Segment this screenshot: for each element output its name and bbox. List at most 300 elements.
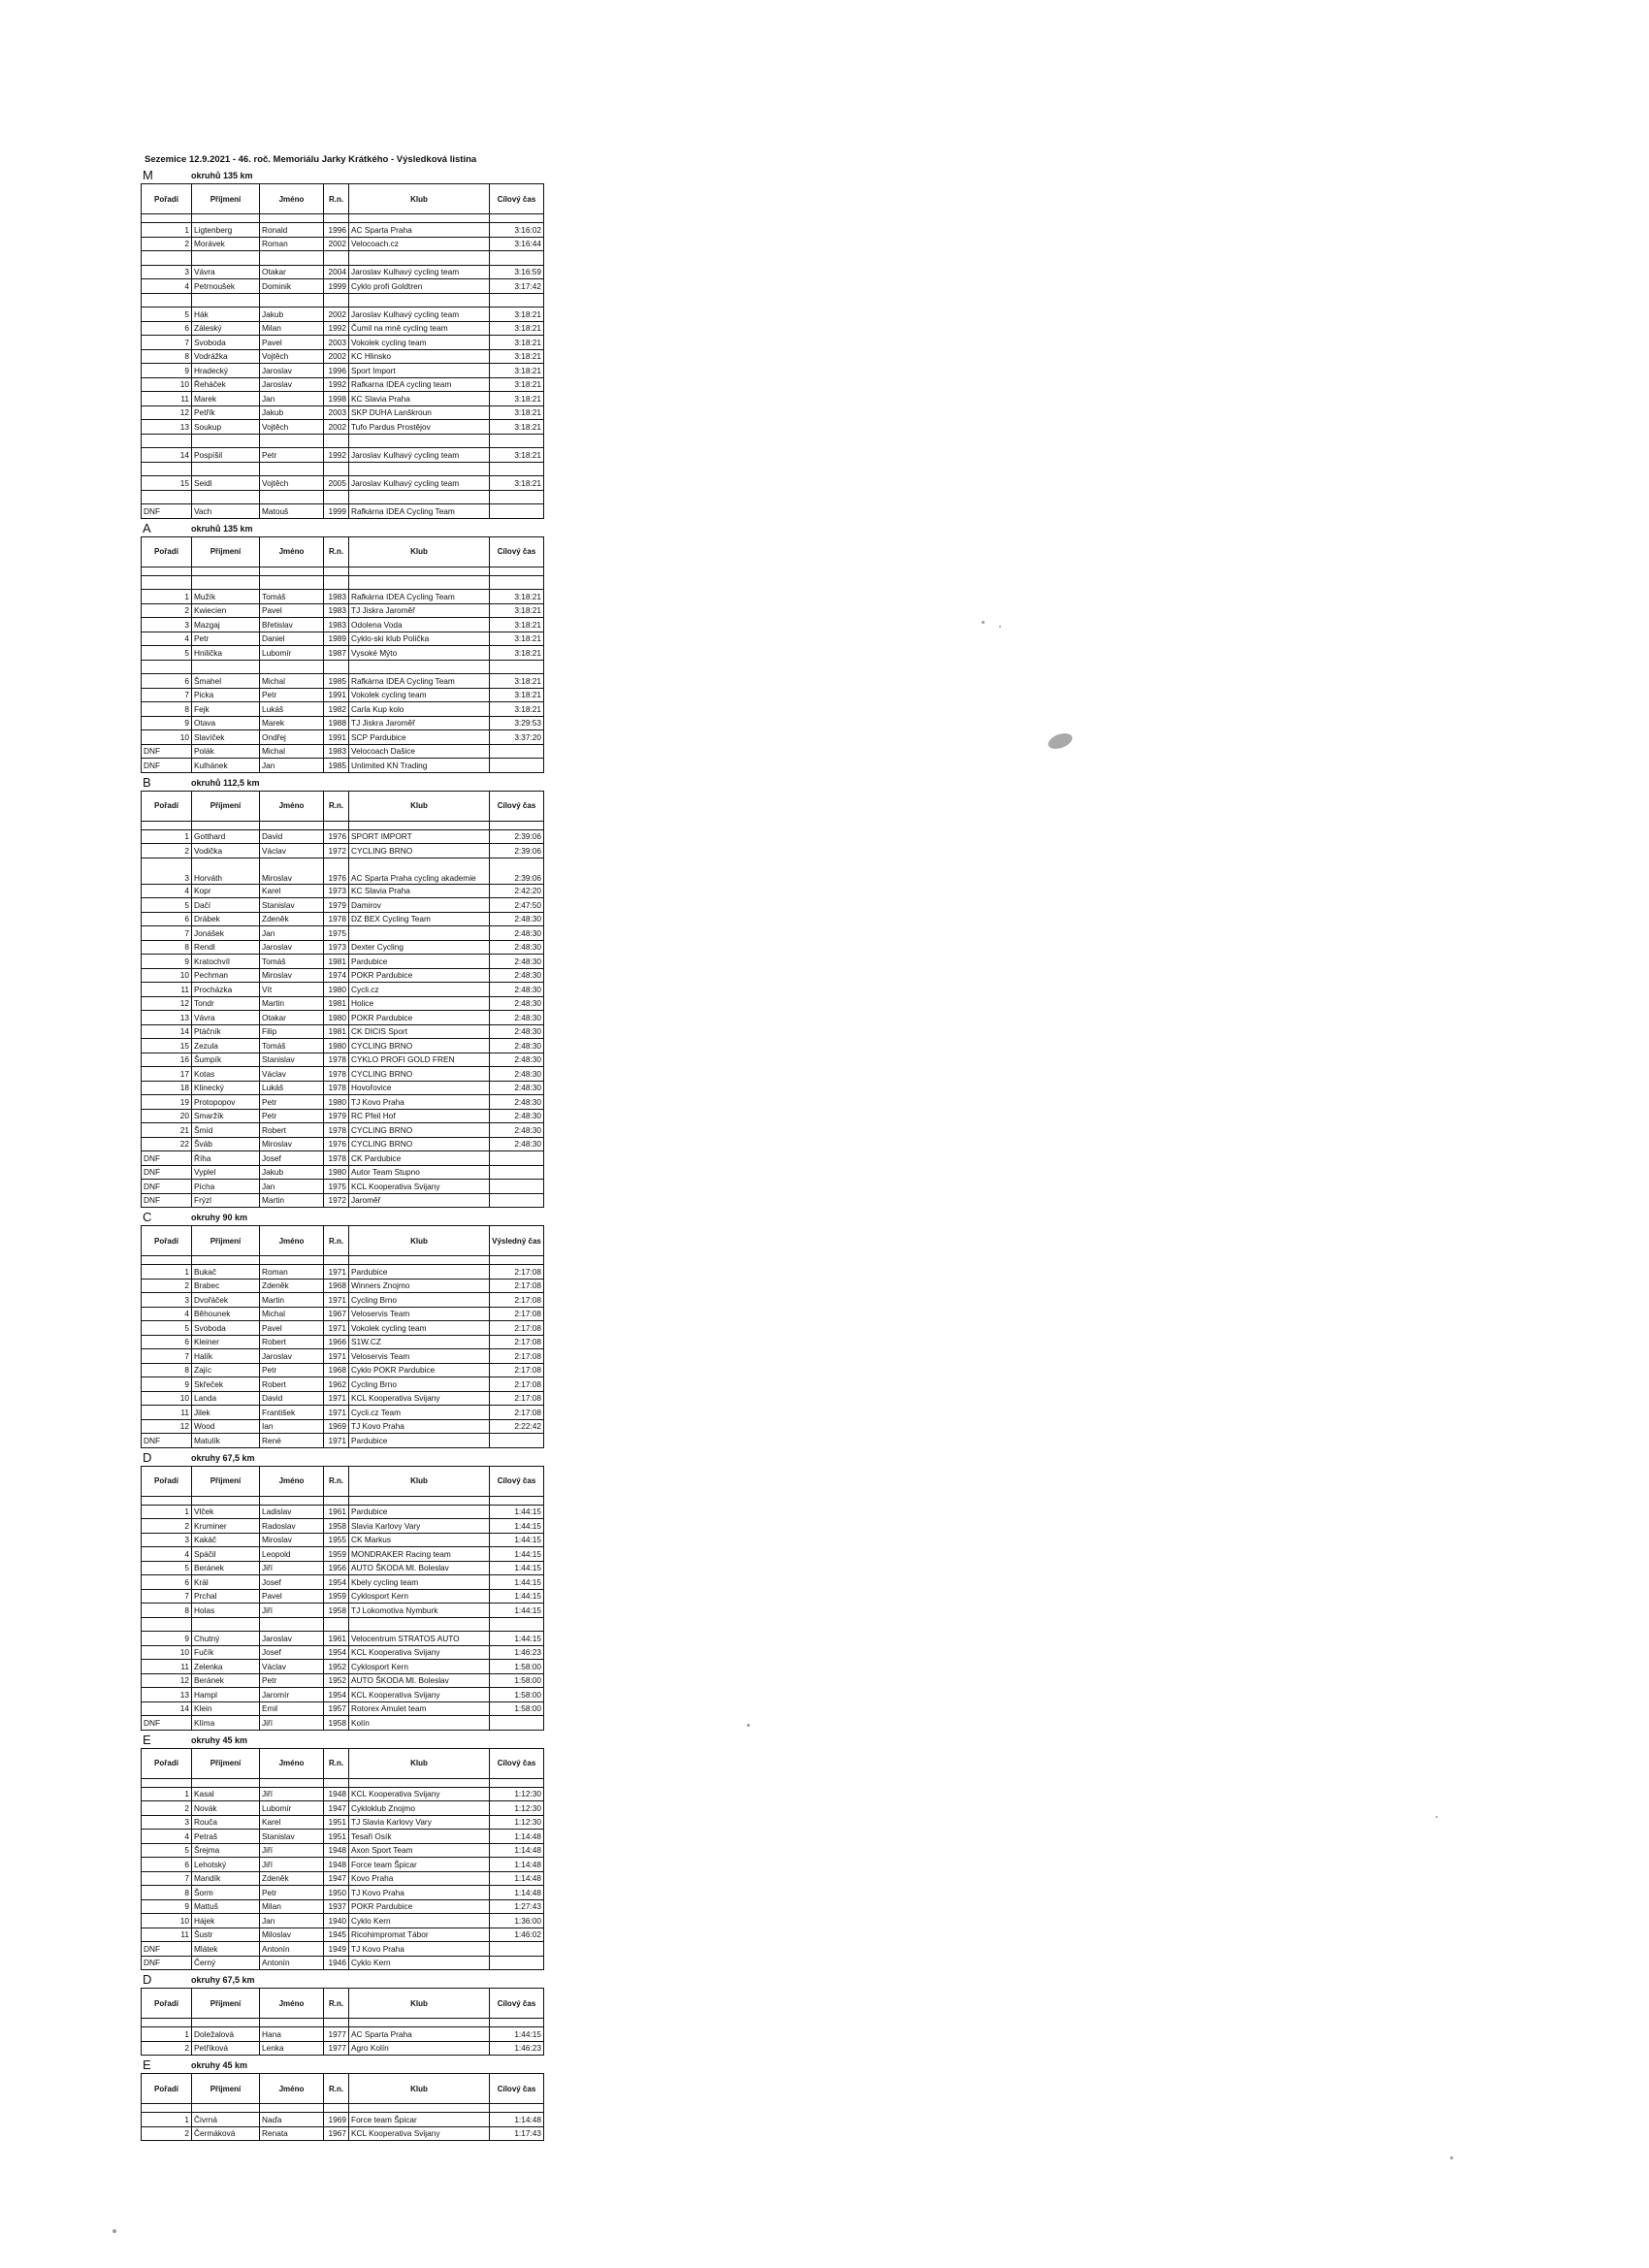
club-cell: Vokolek cycling team <box>349 336 490 350</box>
club-cell: CYCLING BRNO <box>349 1039 490 1053</box>
position-cell: 10 <box>142 730 192 745</box>
first-name-cell: Jakub <box>260 405 324 420</box>
birth-year-cell <box>324 660 349 674</box>
category-distance: okruhy 67,5 km <box>191 1452 255 1463</box>
time-cell <box>490 1942 544 1957</box>
birth-year-cell: 1972 <box>324 844 349 859</box>
table-row <box>142 293 544 308</box>
birth-year-cell: 2003 <box>324 405 349 420</box>
birth-year-cell: 1976 <box>324 858 349 884</box>
first-name-cell: Milan <box>260 321 324 336</box>
column-header-time: Cílový čas <box>490 184 544 214</box>
time-cell: 1:46:23 <box>490 2041 544 2056</box>
club-cell: TJ Lokomotiva Nymburk <box>349 1604 490 1618</box>
surname-cell: Petraš <box>192 1830 260 1844</box>
birth-year-cell: 1945 <box>324 1928 349 1942</box>
position-cell: 11 <box>142 1406 192 1420</box>
table-row <box>142 490 544 504</box>
birth-year-cell: 1951 <box>324 1815 349 1830</box>
first-name-cell: Josef <box>260 1575 324 1590</box>
birth-year-cell: 1999 <box>324 504 349 519</box>
column-header: Klub <box>349 1748 490 1778</box>
first-name-cell: Michal <box>260 674 324 689</box>
scan-speck <box>113 2229 116 2233</box>
first-name-cell: Josef <box>260 1151 324 1166</box>
club-cell: Cyklo Kern <box>349 1956 490 1970</box>
time-cell: 1:12:30 <box>490 1787 544 1801</box>
first-name-cell: Roman <box>260 237 324 251</box>
first-name-cell: Miroslav <box>260 1137 324 1151</box>
table-row <box>142 279 544 294</box>
position-cell: 6 <box>142 321 192 336</box>
time-cell: 3:18:21 <box>490 688 544 702</box>
surname-cell: Mandík <box>192 1871 260 1886</box>
birth-year-cell: 1978 <box>324 1067 349 1082</box>
column-header: Klub <box>349 536 490 567</box>
birth-year-cell: 1983 <box>324 744 349 759</box>
first-name-cell: Lukáš <box>260 702 324 717</box>
club-cell: Kbely cycling team <box>349 1575 490 1590</box>
club-cell: TJ Slavia Karlovy Vary <box>349 1815 490 1830</box>
table-row <box>142 1377 544 1392</box>
header-row <box>142 536 544 567</box>
time-cell: 1:58:00 <box>490 1688 544 1702</box>
surname-cell: Petr <box>192 632 260 646</box>
club-cell: Force team Špicar <box>349 1858 490 1872</box>
surname-cell: Kwiecien <box>192 603 260 618</box>
club-cell: Jaroslav Kulhavý cycling team <box>349 265 490 279</box>
surname-cell: Picka <box>192 688 260 702</box>
time-cell <box>490 660 544 674</box>
surname-cell: Polák <box>192 744 260 759</box>
time-cell <box>490 1716 544 1731</box>
time-cell: 3:18:21 <box>490 448 544 463</box>
position-cell: 1 <box>142 590 192 604</box>
time-cell: 3:18:21 <box>490 590 544 604</box>
birth-year-cell: 1978 <box>324 1151 349 1166</box>
surname-cell: Zelenka <box>192 1660 260 1674</box>
birth-year-cell: 1956 <box>324 1561 349 1575</box>
position-cell: 3 <box>142 265 192 279</box>
surname-cell: Petrnoušek <box>192 279 260 294</box>
club-cell: POKR Pardubice <box>349 968 490 983</box>
first-name-cell: René <box>260 1434 324 1448</box>
surname-cell: Halík <box>192 1349 260 1364</box>
position-cell: 13 <box>142 420 192 435</box>
first-name-cell: Vojtěch <box>260 420 324 435</box>
table-row <box>142 1024 544 1039</box>
club-cell: KCL Kooperativa Svijany <box>349 1180 490 1194</box>
time-cell: 2:22:42 <box>490 1419 544 1434</box>
club-cell: Rotorex Amulet team <box>349 1701 490 1716</box>
position-cell: 9 <box>142 955 192 969</box>
position-cell: 17 <box>142 1067 192 1082</box>
time-cell: 1:44:15 <box>490 2027 544 2042</box>
results-table <box>141 536 544 773</box>
club-cell: Cycling Brno <box>349 1293 490 1308</box>
surname-cell: Pícha <box>192 1180 260 1194</box>
surname-cell: Wood <box>192 1419 260 1434</box>
column-header: Příjmení <box>192 1226 260 1256</box>
birth-year-cell: 1952 <box>324 1673 349 1688</box>
club-cell: Cyklo POKR Pardubice <box>349 1363 490 1377</box>
table-row <box>142 1363 544 1377</box>
column-header: R.n. <box>324 1466 349 1496</box>
surname-cell: Doležalová <box>192 2027 260 2042</box>
category-distance: okruhů 135 km <box>191 171 253 180</box>
table-row <box>142 1899 544 1914</box>
table-row <box>142 1716 544 1731</box>
scan-speck <box>747 1724 750 1727</box>
first-name-cell: Lubomír <box>260 646 324 661</box>
scan-smudge <box>1046 730 1074 752</box>
birth-year-cell: 1962 <box>324 1377 349 1392</box>
first-name-cell: Petr <box>260 688 324 702</box>
birth-year-cell <box>324 434 349 448</box>
position-cell: 12 <box>142 1673 192 1688</box>
time-cell: 2:48:30 <box>490 1095 544 1110</box>
club-cell: Odolena Voda <box>349 618 490 632</box>
position-cell: 21 <box>142 1123 192 1138</box>
time-cell <box>490 1434 544 1448</box>
club-cell: CYCLING BRNO <box>349 844 490 859</box>
first-name-cell: Pavel <box>260 1321 324 1336</box>
surname-cell: Jilek <box>192 1406 260 1420</box>
category-code: A <box>143 520 151 535</box>
position-cell: 7 <box>142 1589 192 1604</box>
surname-cell: Dvořáček <box>192 1293 260 1308</box>
surname-cell: Kakáč <box>192 1533 260 1547</box>
time-cell: 1:14:48 <box>490 1871 544 1886</box>
position-cell: 18 <box>142 1081 192 1095</box>
club-cell: Cyklosport Kern <box>349 1660 490 1674</box>
first-name-cell: Petr <box>260 1363 324 1377</box>
table-row <box>142 1109 544 1123</box>
first-name-cell: Dominik <box>260 279 324 294</box>
birth-year-cell: 1954 <box>324 1688 349 1702</box>
birth-year-cell <box>324 251 349 266</box>
position-cell: 2 <box>142 844 192 859</box>
surname-cell: Kruminer <box>192 1519 260 1534</box>
birth-year-cell: 1968 <box>324 1363 349 1377</box>
first-name-cell: Roman <box>260 1265 324 1280</box>
birth-year-cell: 1996 <box>324 364 349 378</box>
first-name-cell: Jan <box>260 1180 324 1194</box>
birth-year-cell: 1966 <box>324 1335 349 1349</box>
category-heading <box>141 1450 543 1466</box>
table-row <box>142 237 544 251</box>
time-cell <box>490 575 544 590</box>
club-cell: Cycli.cz Team <box>349 1406 490 1420</box>
table-row <box>142 1151 544 1166</box>
club-cell: TJ Jiskra Jaroměř <box>349 716 490 730</box>
birth-year-cell: 1979 <box>324 1109 349 1123</box>
table-row <box>142 1942 544 1957</box>
surname-cell: Petříková <box>192 2041 260 2056</box>
surname-cell: Král <box>192 1575 260 1590</box>
category-list <box>141 168 543 2141</box>
table-row <box>142 504 544 519</box>
position-cell: 9 <box>142 1377 192 1392</box>
first-name-cell: Antonín <box>260 1942 324 1957</box>
column-header: Jméno <box>260 2074 324 2104</box>
first-name-cell: Miloslav <box>260 1928 324 1942</box>
club-cell: Cyklo-ski klub Polička <box>349 632 490 646</box>
club-cell <box>349 660 490 674</box>
position-cell: 5 <box>142 1561 192 1575</box>
time-cell <box>490 251 544 266</box>
time-cell: 2:48:30 <box>490 983 544 997</box>
club-cell: Jaroslav Kulhavý cycling team <box>349 448 490 463</box>
table-row <box>142 603 544 618</box>
table-row <box>142 392 544 406</box>
birth-year-cell: 1958 <box>324 1716 349 1731</box>
birth-year-cell: 1954 <box>324 1575 349 1590</box>
club-cell: Tufo Pardus Prostějov <box>349 420 490 435</box>
surname-cell: Spáčil <box>192 1547 260 1562</box>
first-name-cell: Jaroslav <box>260 1632 324 1646</box>
surname-cell: Seidl <box>192 476 260 491</box>
club-cell: Čumil na mně cycling team <box>349 321 490 336</box>
surname-cell: Šmahel <box>192 674 260 689</box>
column-header: Klub <box>349 2074 490 2104</box>
position-cell: 1 <box>142 2027 192 2042</box>
column-header: Příjmení <box>192 1989 260 2019</box>
column-header: Pořadí <box>142 1466 192 1496</box>
first-name-cell: Václav <box>260 1660 324 1674</box>
time-cell <box>490 1180 544 1194</box>
position-cell: 1 <box>142 1265 192 1280</box>
header-spacer <box>142 1778 544 1787</box>
position-cell <box>142 1617 192 1632</box>
column-header: Klub <box>349 1989 490 2019</box>
position-cell: 8 <box>142 940 192 955</box>
club-cell: Jaroslav Kulhavý cycling team <box>349 308 490 322</box>
column-header-time: Výsledný čas <box>490 1226 544 1256</box>
position-cell <box>142 251 192 266</box>
surname-cell: Hampl <box>192 1688 260 1702</box>
table-row <box>142 265 544 279</box>
column-header: Jméno <box>260 1748 324 1778</box>
category-distance: okruhy 90 km <box>191 1213 248 1222</box>
club-cell: Jaroměř <box>349 1193 490 1208</box>
surname-cell: Zezula <box>192 1039 260 1053</box>
position-cell: 10 <box>142 377 192 392</box>
time-cell: 2:48:30 <box>490 912 544 926</box>
club-cell: TJ Kovo Praha <box>349 1095 490 1110</box>
club-cell: Cyklo Kern <box>349 1914 490 1928</box>
table-row <box>142 2041 544 2056</box>
birth-year-cell: 2005 <box>324 476 349 491</box>
first-name-cell: Jan <box>260 926 324 941</box>
table-row <box>142 1604 544 1618</box>
first-name-cell: Stanislav <box>260 1830 324 1844</box>
first-name-cell: Otakar <box>260 265 324 279</box>
position-cell: 9 <box>142 364 192 378</box>
birth-year-cell: 1947 <box>324 1801 349 1816</box>
category-distance: okruhy 45 km <box>191 1734 248 1745</box>
column-header: Příjmení <box>192 184 260 214</box>
table-row <box>142 1265 544 1280</box>
time-cell: 2:47:50 <box>490 898 544 913</box>
time-cell: 3:18:21 <box>490 364 544 378</box>
position-cell: 10 <box>142 1391 192 1406</box>
surname-cell: Vávra <box>192 265 260 279</box>
first-name-cell: Filip <box>260 1024 324 1039</box>
category-distance: okruhů 135 km <box>191 523 253 534</box>
position-cell: 7 <box>142 1349 192 1364</box>
category-distance: okruhy 45 km <box>191 2060 248 2070</box>
position-cell: DNF <box>142 1193 192 1208</box>
surname-cell: Vodička <box>192 844 260 859</box>
time-cell: 3:18:21 <box>490 349 544 364</box>
table-row <box>142 2126 544 2141</box>
first-name-cell <box>260 462 324 476</box>
table-row <box>142 1165 544 1180</box>
column-header: Příjmení <box>192 536 260 567</box>
position-cell <box>142 660 192 674</box>
table-row <box>142 968 544 983</box>
club-cell: Rafkárna IDEA Cycling Team <box>349 590 490 604</box>
surname-cell: Hradecký <box>192 364 260 378</box>
club-cell: Hovořovice <box>349 1081 490 1095</box>
surname-cell: Řeháček <box>192 377 260 392</box>
first-name-cell: Michal <box>260 744 324 759</box>
surname-cell: Drábek <box>192 912 260 926</box>
surname-cell: Brabec <box>192 1279 260 1293</box>
position-cell: 6 <box>142 912 192 926</box>
time-cell: 2:17:08 <box>490 1335 544 1349</box>
surname-cell: Lehotský <box>192 1858 260 1872</box>
table-row <box>142 844 544 859</box>
birth-year-cell: 1983 <box>324 603 349 618</box>
surname-cell: Beránek <box>192 1561 260 1575</box>
table-row <box>142 2113 544 2127</box>
surname-cell: Rendl <box>192 940 260 955</box>
first-name-cell: Zdeněk <box>260 1871 324 1886</box>
first-name-cell: Antonín <box>260 1956 324 1970</box>
first-name-cell: David <box>260 829 324 844</box>
category-heading <box>141 1210 543 1225</box>
first-name-cell: Jiří <box>260 1787 324 1801</box>
surname-cell: Landa <box>192 1391 260 1406</box>
position-cell: 3 <box>142 858 192 884</box>
first-name-cell: Petr <box>260 1673 324 1688</box>
category-code: C <box>143 1210 152 1224</box>
table-row <box>142 759 544 773</box>
surname-cell: Mattuš <box>192 1899 260 1914</box>
table-row <box>142 420 544 435</box>
table-row <box>142 1660 544 1674</box>
surname-cell: Vlček <box>192 1505 260 1519</box>
first-name-cell: Pavel <box>260 1589 324 1604</box>
table-row <box>142 575 544 590</box>
club-cell: KCL Kooperativa Svijany <box>349 1645 490 1660</box>
club-cell: AC Sparta Praha cycling akademie <box>349 858 490 884</box>
results-table <box>141 1225 544 1448</box>
category-heading <box>141 168 543 183</box>
club-cell: SPORT IMPORT <box>349 829 490 844</box>
surname-cell: Otava <box>192 716 260 730</box>
birth-year-cell: 1999 <box>324 279 349 294</box>
position-cell: 4 <box>142 632 192 646</box>
club-cell: Carla Kup kolo <box>349 702 490 717</box>
column-header: Příjmení <box>192 2074 260 2104</box>
surname-cell: Kratochvíl <box>192 955 260 969</box>
first-name-cell: Vít <box>260 983 324 997</box>
column-header: Klub <box>349 1226 490 1256</box>
club-cell: Vysoké Mýto <box>349 646 490 661</box>
birth-year-cell: 1978 <box>324 1123 349 1138</box>
surname-cell: Říha <box>192 1151 260 1166</box>
surname-cell: Chutný <box>192 1632 260 1646</box>
club-cell: Vokolek cycling team <box>349 688 490 702</box>
club-cell: MONDRAKER Racing team <box>349 1547 490 1562</box>
position-cell: 5 <box>142 1321 192 1336</box>
position-cell: 9 <box>142 1632 192 1646</box>
table-row <box>142 660 544 674</box>
column-header: Jméno <box>260 1466 324 1496</box>
birth-year-cell: 1989 <box>324 632 349 646</box>
position-cell: 22 <box>142 1137 192 1151</box>
time-cell: 1:14:48 <box>490 2113 544 2127</box>
surname-cell: Pechman <box>192 968 260 983</box>
birth-year-cell: 1959 <box>324 1589 349 1604</box>
position-cell: 16 <box>142 1053 192 1067</box>
table-row <box>142 1011 544 1025</box>
first-name-cell: Václav <box>260 844 324 859</box>
time-cell: 2:17:08 <box>490 1321 544 1336</box>
column-header: Pořadí <box>142 184 192 214</box>
category-heading <box>141 2057 543 2073</box>
surname-cell: Klíma <box>192 1716 260 1731</box>
table-row <box>142 926 544 941</box>
first-name-cell: Zdeněk <box>260 1279 324 1293</box>
position-cell: 3 <box>142 1533 192 1547</box>
table-row <box>142 1956 544 1970</box>
first-name-cell: Tomáš <box>260 590 324 604</box>
table-row <box>142 448 544 463</box>
first-name-cell: Jaromír <box>260 1688 324 1702</box>
birth-year-cell: 1961 <box>324 1505 349 1519</box>
birth-year-cell: 1976 <box>324 1137 349 1151</box>
birth-year-cell: 1937 <box>324 1899 349 1914</box>
column-header-time: Cílový čas <box>490 791 544 821</box>
position-cell: 10 <box>142 1914 192 1928</box>
time-cell: 3:37:20 <box>490 730 544 745</box>
position-cell: 2 <box>142 237 192 251</box>
club-cell: Cycling Brno <box>349 1377 490 1392</box>
table-row <box>142 716 544 730</box>
surname-cell: Fučík <box>192 1645 260 1660</box>
position-cell: 11 <box>142 392 192 406</box>
surname-cell: Tondr <box>192 996 260 1011</box>
header-spacer <box>142 214 544 223</box>
position-cell: 1 <box>142 1505 192 1519</box>
position-cell: 1 <box>142 223 192 238</box>
category-distance: okruhy 67,5 km <box>191 1975 255 1985</box>
table-row <box>142 1081 544 1095</box>
surname-cell: Holas <box>192 1604 260 1618</box>
birth-year-cell: 1980 <box>324 1039 349 1053</box>
birth-year-cell: 1948 <box>324 1843 349 1858</box>
position-cell: 8 <box>142 702 192 717</box>
time-cell <box>490 1617 544 1632</box>
position-cell: 5 <box>142 898 192 913</box>
position-cell: DNF <box>142 1151 192 1166</box>
column-header: Pořadí <box>142 1989 192 2019</box>
header-spacer <box>142 567 544 575</box>
